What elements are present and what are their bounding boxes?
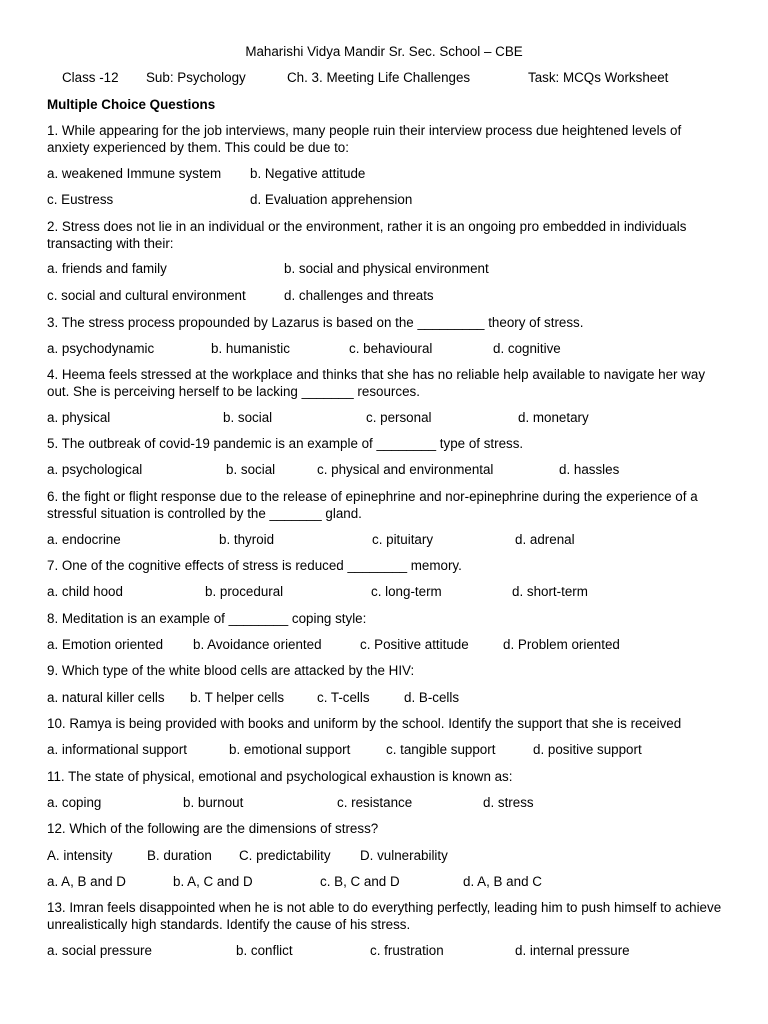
option: a. weakened Immune system xyxy=(47,166,222,181)
option: b. burnout xyxy=(183,795,244,810)
question-text: 13. Imran feels disappointed when he is not able to do everything perfectly, leading him to push himself to achieve unrealistically high standards. Identify the cause of his stress. xyxy=(47,900,722,932)
option: b. T helper cells xyxy=(190,690,285,705)
question-text: 2. Stress does not lie in an individual or the environment, rather it is an ongoing pro embedded in individuals transacting with their: xyxy=(47,219,687,251)
option: c. social and cultural environment xyxy=(47,288,246,303)
option: d. Evaluation apprehension xyxy=(250,192,413,207)
section-title: Multiple Choice Questions xyxy=(47,97,216,112)
option: b. A, C and D xyxy=(173,874,253,889)
question-text: 8. Meditation is an example of ________ coping style: xyxy=(47,611,367,626)
option: b. procedural xyxy=(205,584,284,599)
dimension-item: D. vulnerability xyxy=(360,848,448,863)
option: d. Problem oriented xyxy=(503,637,620,652)
dimension-item: B. duration xyxy=(147,848,212,863)
option: d. cognitive xyxy=(493,341,561,356)
question-text: 4. Heema feels stressed at the workplace and thinks that she has no reliable help available to navigate her way out. She is perceiving herself to be lacking _______ resources. xyxy=(47,367,706,399)
school-name: Maharishi Vidya Mandir Sr. Sec. School – CBE xyxy=(245,44,523,59)
option: c. personal xyxy=(366,410,432,425)
dimension-item: C. predictability xyxy=(239,848,331,863)
option: a. child hood xyxy=(47,584,123,599)
option: a. psychodynamic xyxy=(47,341,155,356)
dimension-item: A. intensity xyxy=(47,848,113,863)
option: c. frustration xyxy=(370,943,444,958)
option: d. short-term xyxy=(512,584,588,599)
option: c. pituitary xyxy=(372,532,434,547)
chapter-label: Ch. 3. Meeting Life Challenges xyxy=(287,70,471,85)
option: d. stress xyxy=(483,795,534,810)
option: c. physical and environmental xyxy=(317,462,494,477)
option: d. internal pressure xyxy=(515,943,630,958)
option: c. tangible support xyxy=(386,742,496,757)
question-text: 9. Which type of the white blood cells are attacked by the HIV: xyxy=(47,663,415,678)
option: d. adrenal xyxy=(515,532,575,547)
option: d. hassles xyxy=(559,462,620,477)
option: c. resistance xyxy=(337,795,413,810)
question-text: 12. Which of the following are the dimensions of stress? xyxy=(47,821,379,836)
option: b. thyroid xyxy=(219,532,275,547)
option: a. social pressure xyxy=(47,943,152,958)
option: a. coping xyxy=(47,795,102,810)
option: d. positive support xyxy=(533,742,642,757)
option: b. social xyxy=(226,462,276,477)
option: b. emotional support xyxy=(229,742,351,757)
question-text: 5. The outbreak of covid-19 pandemic is an example of ________ type of stress. xyxy=(47,436,524,451)
question-text: 11. The state of physical, emotional and psychological exhaustion is known as: xyxy=(47,769,513,784)
option: d. monetary xyxy=(518,410,589,425)
option: c. behavioural xyxy=(349,341,433,356)
option: d. challenges and threats xyxy=(284,288,434,303)
option: c. T-cells xyxy=(317,690,370,705)
question-text: 1. While appearing for the job interviews, many people ruin their interview process due heightened levels of anxiety experienced by them. This could be due to: xyxy=(47,123,682,155)
option: b. social xyxy=(223,410,273,425)
option: a. friends and family xyxy=(47,261,167,276)
option: c. Eustress xyxy=(47,192,114,207)
option: a. endocrine xyxy=(47,532,121,547)
option: b. humanistic xyxy=(211,341,290,356)
option: b. conflict xyxy=(236,943,293,958)
option: b. Avoidance oriented xyxy=(193,637,322,652)
option: a. natural killer cells xyxy=(47,690,165,705)
question-text: 10. Ramya is being provided with books and uniform by the school. Identify the support that she is received xyxy=(47,716,682,731)
option: a. physical xyxy=(47,410,111,425)
option: a. informational support xyxy=(47,742,187,757)
option: d. A, B and C xyxy=(463,874,542,889)
option: a. A, B and D xyxy=(47,874,126,889)
question-text: 3. The stress process propounded by Lazarus is based on the _________ theory of stress. xyxy=(47,315,584,330)
option: a. psychological xyxy=(47,462,143,477)
option: c. long-term xyxy=(371,584,442,599)
class-label: Class -12 xyxy=(62,70,119,85)
option: a. Emotion oriented xyxy=(47,637,164,652)
question-text: 7. One of the cognitive effects of stress is reduced ________ memory. xyxy=(47,558,462,573)
option: d. B-cells xyxy=(404,690,460,705)
task-label: Task: MCQs Worksheet xyxy=(528,70,669,85)
option: b. Negative attitude xyxy=(250,166,366,181)
subject-label: Sub: Psychology xyxy=(146,70,246,85)
question-text: 6. the fight or flight response due to the release of epinephrine and nor-epinephrine during the experience of a stressful situation is controlled by the _______ gland. xyxy=(47,489,698,521)
option: b. social and physical environment xyxy=(284,261,489,276)
option: c. Positive attitude xyxy=(360,637,469,652)
option: c. B, C and D xyxy=(320,874,400,889)
